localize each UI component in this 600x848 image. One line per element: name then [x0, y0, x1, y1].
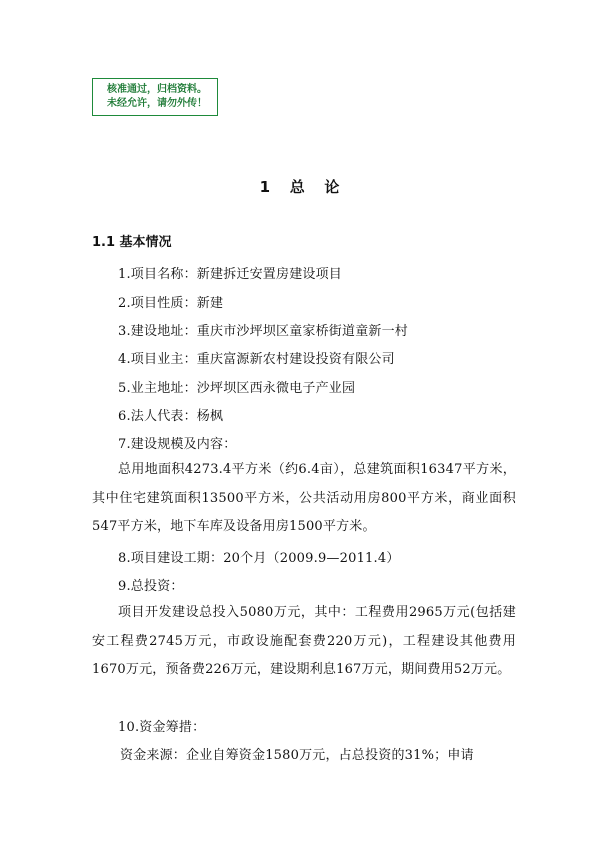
investment-paragraph: 项目开发建设总投入5080万元，其中：工程费用2965万元(包括建安工程费2745万元，市政设施配套费220万元)，工程建设其他费用1670万元，预备费226万元，建设期利息167万元，期间费用52万元。 [92, 605, 516, 677]
item-legal-representative: 6.法人代表：杨枫 [118, 409, 224, 424]
item-project-nature: 2.项目性质：新建 [118, 296, 224, 311]
item-project-name: 1.项目名称：新建拆迁安置房建设项目 [118, 267, 343, 282]
stamp-line-1: 核准通过，归档资料。 [107, 84, 207, 95]
approval-stamp [92, 78, 218, 116]
section-heading: 1.1 基本情况 [92, 235, 172, 250]
funding-source-line: 资金来源：企业自筹资金1580万元，占总投资的31%；申请 [120, 748, 474, 763]
item-total-investment-heading: 9.总投资： [118, 579, 184, 594]
scale-paragraph: 总用地面积4273.4平方米（约6.4亩），总建筑面积16347平方米，其中住宅建筑面积13500平方米，公共活动用房800平方米，商业面积547平方米，地下车库及设备用房1500平方米。 [92, 462, 516, 534]
item-construction-address: 3.建设地址：重庆市沙坪坝区童家桥街道童新一村 [118, 324, 409, 339]
item-owner-address: 5.业主地址：沙坪坝区西永微电子产业园 [118, 381, 356, 396]
item-scale-heading: 7.建设规模及内容： [118, 437, 237, 452]
chapter-title: 1 总 论 [259, 178, 341, 196]
item-funding-heading: 10.资金筹措： [118, 720, 206, 735]
item-construction-period: 8.项目建设工期：20个月（2009.9—2011.4） [118, 551, 400, 566]
stamp-line-2: 未经允许，请勿外传！ [107, 98, 207, 109]
item-project-owner: 4.项目业主：重庆富源新农村建设投资有限公司 [118, 352, 395, 367]
